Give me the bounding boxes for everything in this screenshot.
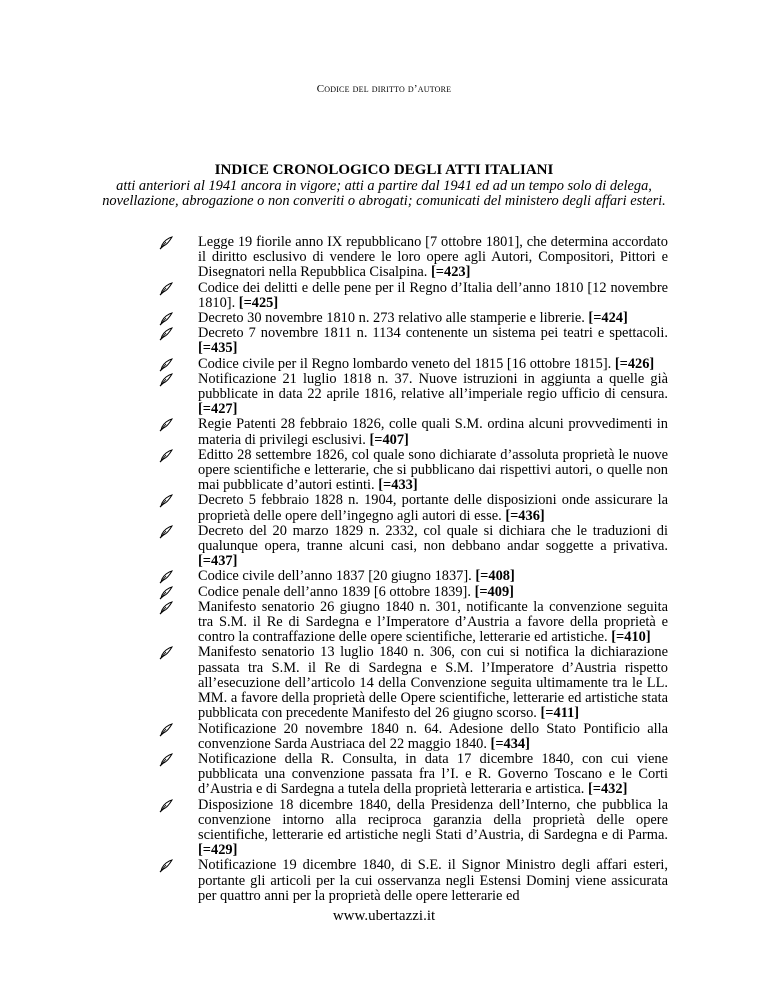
index-entry bbox=[198, 722, 668, 752]
title-block bbox=[100, 162, 668, 209]
entries-list bbox=[198, 235, 668, 904]
entry-reference[interactable]: [=437] bbox=[198, 553, 238, 570]
quill-pen-icon bbox=[159, 373, 173, 387]
entry-reference[interactable]: [=429] bbox=[198, 842, 238, 859]
quill-pen-icon bbox=[159, 312, 173, 326]
index-entry bbox=[198, 493, 668, 523]
entry-reference[interactable]: [=410] bbox=[611, 629, 651, 646]
quill-pen-icon bbox=[159, 570, 173, 584]
entry-reference[interactable]: [=407] bbox=[369, 431, 409, 448]
index-entry bbox=[198, 357, 668, 372]
entry-text: Notificazione 19 dicembre 1840, di S.E. il Signor Ministro degli affari esteri, portante gli articoli per la cui osservanza negli Estensi Dominj viene assicurata per quattro anni per la proprietà delle opere letterarie ed bbox=[198, 857, 668, 904]
quill-pen-icon bbox=[159, 799, 173, 813]
entry-text: Notificazione 20 novembre 1840 n. 64. Adesione dello Stato Pontificio alla convenzione Sarda Austriaca del 22 maggio 1840. bbox=[198, 720, 668, 752]
index-entry bbox=[198, 569, 668, 584]
entry-text: Decreto 5 febbraio 1828 n. 1904, portante delle disposizioni onde assicurare la proprietà delle opere dell’ingegno agli autori di esse. bbox=[198, 492, 668, 524]
quill-pen-icon bbox=[159, 586, 173, 600]
quill-pen-icon bbox=[159, 753, 173, 767]
quill-pen-icon bbox=[159, 859, 173, 873]
entry-reference[interactable]: [=423] bbox=[431, 264, 471, 281]
index-subtitle: atti anteriori al 1941 ancora in vigore; atti a partire dal 1941 ed ad un tempo solo di delega, novellazione, abrogazione o non converiti o abrogati; comunicati del ministero degli affari esteri. bbox=[102, 178, 666, 209]
quill-pen-icon bbox=[159, 236, 173, 250]
entry-reference[interactable]: [=426] bbox=[614, 355, 655, 372]
entry-text: Notificazione 21 luglio 1818 n. 37. Nuove istruzioni in aggiunta a quelle già pubblicate in data 22 aprile 1816, relative all’imperiale regio ufficio di censura. bbox=[198, 370, 668, 403]
entry-reference[interactable]: [=411] bbox=[540, 705, 580, 722]
entry-text: Codice civile per il Regno lombardo veneto del 1815 [16 ottobre 1815]. bbox=[198, 355, 612, 372]
index-entry bbox=[198, 326, 668, 356]
quill-pen-icon bbox=[159, 358, 173, 372]
quill-pen-icon bbox=[159, 494, 173, 508]
index-entry bbox=[198, 858, 668, 904]
entry-reference[interactable]: [=409] bbox=[474, 583, 514, 600]
entry-reference[interactable]: [=424] bbox=[588, 310, 628, 327]
quill-pen-icon bbox=[159, 601, 173, 615]
entry-reference[interactable]: [=436] bbox=[505, 507, 545, 524]
entry-text: Legge 19 fiorile anno IX repubblicano [7 ottobre 1801], che determina accordato il diritto esclusivo di vendere le loro opere agli Autori, Compositori, Pittori e Disegnatori nella Repubblica Cisalpina. bbox=[198, 234, 668, 281]
entry-reference[interactable]: [=425] bbox=[238, 294, 279, 311]
index-entry bbox=[198, 752, 668, 798]
entry-text: Disposizione 18 dicembre 1840, della Presidenza dell’Interno, che pubblica la convenzione intorno alla reciproca garanzia della proprietà delle opere scientifiche, letterarie ed artistiche negli Stati d’Austria, di Sardegna e di Parma. bbox=[198, 796, 668, 843]
entry-reference[interactable]: [=427] bbox=[198, 401, 238, 418]
page-footer bbox=[0, 908, 768, 925]
index-entry bbox=[198, 585, 668, 600]
entry-text: Manifesto senatorio 13 luglio 1840 n. 306, con cui si notifica la dichiarazione passata tra S.M. il Re di Sardegna e S.M. l’Imperatore d’Austria rispetto all’esecuzione dell’articolo 14 della Convenzione seguita ultimamente tra le LL. MM. a favore della proprietà delle Opere scientifiche, letterarie ed artistiche stata pubblicata con precedente Manifesto del 26 giugno scorso. bbox=[198, 644, 668, 722]
quill-pen-icon bbox=[159, 418, 173, 432]
entry-reference[interactable]: [=408] bbox=[475, 568, 515, 585]
entry-text: Decreto 30 novembre 1810 n. 273 relativo alle stamperie e librerie. bbox=[198, 310, 585, 327]
entry-text: Decreto 7 novembre 1811 n. 1134 contenente un sistema pei teatri e spettacoli. bbox=[198, 325, 668, 342]
running-header-title: Codice del diritto d’autore bbox=[316, 83, 452, 95]
running-header bbox=[0, 83, 768, 95]
index-entry bbox=[198, 448, 668, 494]
quill-pen-icon bbox=[159, 723, 173, 737]
entry-text: Regie Patenti 28 febbraio 1826, colle quali S.M. ordina alcuni provvedimenti in materia di privilegi esclusivi. bbox=[198, 416, 668, 448]
quill-pen-icon bbox=[159, 327, 173, 341]
index-entry bbox=[198, 645, 668, 721]
footer-url[interactable]: www.ubertazzi.it bbox=[332, 908, 436, 924]
entry-text: Decreto del 20 marzo 1829 n. 2332, col quale si dichiara che le traduzioni di qualunque opera, tranne alcuni casi, non debbano andar soggette a privativa. bbox=[198, 522, 668, 555]
index-entry bbox=[198, 281, 668, 311]
index-entry bbox=[198, 235, 668, 281]
entry-reference[interactable]: [=434] bbox=[490, 735, 530, 752]
quill-pen-icon bbox=[159, 646, 173, 660]
index-entry bbox=[198, 311, 668, 326]
index-title: INDICE CRONOLOGICO DEGLI ATTI ITALIANI bbox=[214, 162, 554, 178]
index-entry bbox=[198, 372, 668, 418]
entry-reference[interactable]: [=435] bbox=[198, 340, 238, 357]
entry-text: Codice dei delitti e delle pene per il Regno d’Italia dell’anno 1810 [12 novembre 1810]. bbox=[198, 279, 668, 311]
entry-text: Codice penale dell’anno 1839 [6 ottobre 1839]. bbox=[198, 583, 471, 600]
entry-text: Notificazione della R. Consulta, in data 17 dicembre 1840, con cui viene pubblicata una convenzione passata fra l’I. e R. Governo Toscano e le Corti d’Austria e di Sardegna a tutela della proprietà letteraria e artistica. bbox=[198, 750, 668, 798]
index-entry bbox=[198, 798, 668, 859]
index-entry bbox=[198, 600, 668, 646]
entry-reference[interactable]: [=432] bbox=[587, 781, 628, 798]
entry-text: Codice civile dell’anno 1837 [20 giugno 1837]. bbox=[198, 568, 472, 585]
quill-pen-icon bbox=[159, 282, 173, 296]
index-entry bbox=[198, 417, 668, 447]
entry-text: Editto 28 settembre 1826, col quale sono dichiarate d’assoluta proprietà le nuove opere scientifiche e letterarie, che si pubblicano dai rispettivi autori, o quelle non mai pubblicate d’autori estinti. bbox=[198, 446, 668, 494]
index-entry bbox=[198, 524, 668, 570]
quill-pen-icon bbox=[159, 525, 173, 539]
quill-pen-icon bbox=[159, 449, 173, 463]
entry-reference[interactable]: [=433] bbox=[378, 477, 418, 494]
entry-text: Manifesto senatorio 26 giugno 1840 n. 301, notificante la convenzione seguita tra S.M. il Re di Sardegna e l’Imperatore d’Austria a favore della proprietà e contro la contraffazione delle opere scientifiche, letterarie ed artistiche. bbox=[198, 598, 668, 646]
